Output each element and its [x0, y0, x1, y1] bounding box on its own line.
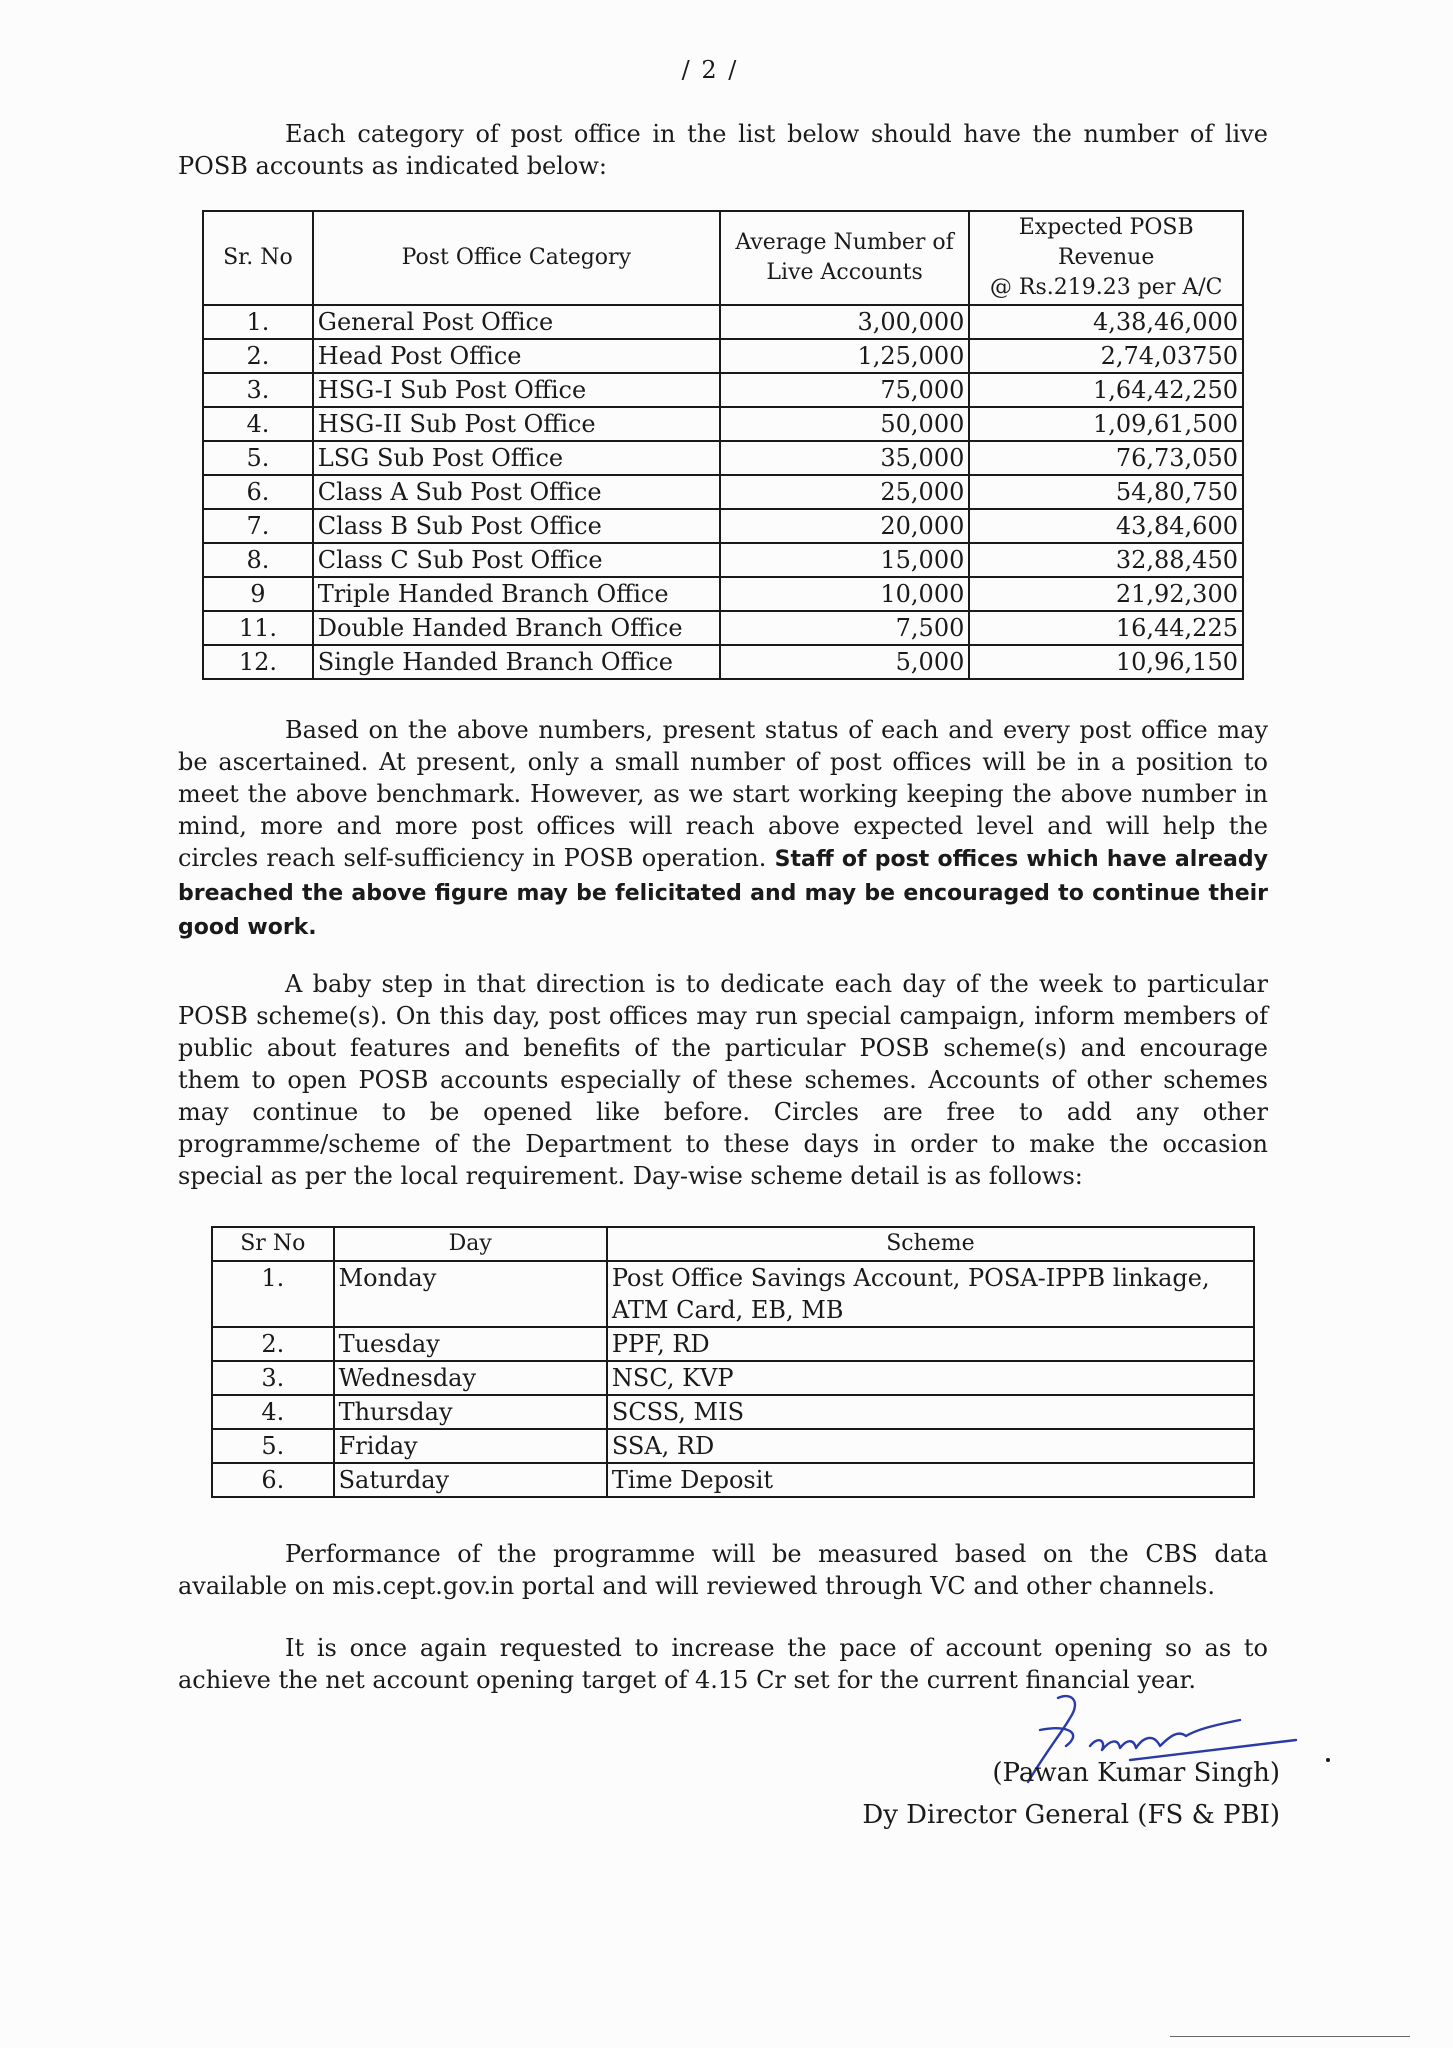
posb-row-revenue: 4,38,46,000	[969, 305, 1243, 339]
posb-row-accounts: 20,000	[720, 509, 970, 543]
header-post-office-category: Post Office Category	[313, 211, 720, 305]
posb-row-accounts: 50,000	[720, 407, 970, 441]
day-table-row	[212, 1395, 1254, 1429]
posb-row-sr: 7.	[203, 509, 313, 543]
day-table-header-row	[212, 1227, 1254, 1261]
posb-row-accounts: 35,000	[720, 441, 970, 475]
header-average-live-accounts: Average Number of Live Accounts	[720, 211, 970, 305]
day-wise-scheme-table	[211, 1226, 1255, 1498]
posb-row-revenue: 1,09,61,500	[969, 407, 1243, 441]
posb-row-revenue: 21,92,300	[969, 577, 1243, 611]
day-row-day: Monday	[334, 1261, 607, 1327]
header-expected-revenue-line1: Expected POSB Revenue	[1018, 215, 1194, 270]
day-table-row	[212, 1261, 1254, 1327]
posb-table-row	[203, 373, 1243, 407]
posb-row-accounts: 10,000	[720, 577, 970, 611]
header-scheme: Scheme	[607, 1227, 1254, 1261]
posb-row-revenue: 16,44,225	[969, 611, 1243, 645]
posb-row-accounts: 5,000	[720, 645, 970, 679]
header-day: Day	[334, 1227, 607, 1261]
posb-table-row	[203, 305, 1243, 339]
day-row-sr: 5.	[212, 1429, 334, 1463]
day-row-sr: 2.	[212, 1327, 334, 1361]
footer-rule	[1170, 2036, 1410, 2037]
posb-row-category: Head Post Office	[313, 339, 720, 373]
day-row-day: Thursday	[334, 1395, 607, 1429]
signatory-designation: Dy Director General (FS & PBI)	[862, 1800, 1280, 1830]
posb-target-table	[202, 210, 1244, 680]
day-row-day: Friday	[334, 1429, 607, 1463]
posb-row-revenue: 32,88,450	[969, 543, 1243, 577]
day-row-scheme: PPF, RD	[607, 1327, 1254, 1361]
day-row-sr: 6.	[212, 1463, 334, 1497]
day-row-sr: 4.	[212, 1395, 334, 1429]
posb-row-sr: 3.	[203, 373, 313, 407]
day-row-day: Wednesday	[334, 1361, 607, 1395]
posb-row-accounts: 25,000	[720, 475, 970, 509]
day-table-row	[212, 1327, 1254, 1361]
page-number: / 2 /	[681, 56, 739, 84]
posb-row-sr: 6.	[203, 475, 313, 509]
posb-table-row	[203, 611, 1243, 645]
posb-table-row	[203, 543, 1243, 577]
posb-table-header-row	[203, 211, 1243, 305]
day-row-scheme: Time Deposit	[607, 1463, 1254, 1497]
posb-row-revenue: 2,74,03750	[969, 339, 1243, 373]
posb-row-revenue: 1,64,42,250	[969, 373, 1243, 407]
request-paragraph: It is once again requested to increase the pace of account opening so as to achieve the net account opening target of 4.15 Cr set for the current financial year.	[178, 1634, 1268, 1694]
header-sr-no: Sr. No	[203, 211, 313, 305]
posb-row-category: HSG-II Sub Post Office	[313, 407, 720, 441]
posb-row-category: Single Handed Branch Office	[313, 645, 720, 679]
posb-row-category: HSG-I Sub Post Office	[313, 373, 720, 407]
status-paragraph	[178, 714, 1268, 944]
day-row-scheme: SCSS, MIS	[607, 1395, 1254, 1429]
header-expected-revenue-line2: @ Rs.219.23 per A/C	[989, 275, 1223, 300]
day-table-row	[212, 1463, 1254, 1497]
day-row-scheme: Post Office Savings Account, POSA-IPPB linkage, ATM Card, EB, MB	[607, 1261, 1254, 1327]
day-row-day: Saturday	[334, 1463, 607, 1497]
day-row-scheme: NSC, KVP	[607, 1361, 1254, 1395]
posb-table-row	[203, 441, 1243, 475]
day-table-row	[212, 1361, 1254, 1395]
day-row-scheme: SSA, RD	[607, 1429, 1254, 1463]
posb-row-sr: 2.	[203, 339, 313, 373]
posb-row-category: General Post Office	[313, 305, 720, 339]
posb-table-row	[203, 577, 1243, 611]
posb-row-revenue: 54,80,750	[969, 475, 1243, 509]
posb-row-category: LSG Sub Post Office	[313, 441, 720, 475]
posb-table-row	[203, 509, 1243, 543]
posb-row-accounts: 75,000	[720, 373, 970, 407]
posb-row-accounts: 1,25,000	[720, 339, 970, 373]
baby-step-paragraph: A baby step in that direction is to dedicate each day of the week to particular POSB scheme(s). On this day, post offices may run special campaign, inform members of public about features and benefits of the particular POSB scheme(s) and encourage them to open POSB accounts especially of these schemes. Accounts of other schemes may continue to be opened like before. Circles are free to add any other programme/scheme of the Department to these days in order to make the occasion special as per the local requirement. Day-wise scheme detail is as follows:	[178, 970, 1268, 1190]
posb-row-accounts: 15,000	[720, 543, 970, 577]
posb-row-sr: 5.	[203, 441, 313, 475]
posb-row-revenue: 76,73,050	[969, 441, 1243, 475]
status-paragraph-text: Based on the above numbers, present status of each and every post office may be ascertained. At present, only a small number of post offices will be in a position to meet the above benchmark. However, as we start working keeping the above number in mind, more and more post offices will reach above expected level and will help the circles reach self-sufficiency in POSB operation.	[178, 716, 1268, 872]
posb-row-sr: 4.	[203, 407, 313, 441]
performance-paragraph: Performance of the programme will be measured based on the CBS data available on mis.cept.gov.in portal and will reviewed through VC and other channels.	[178, 1540, 1268, 1600]
day-row-sr: 1.	[212, 1261, 334, 1327]
posb-table-row	[203, 645, 1243, 679]
posb-row-sr: 9	[203, 577, 313, 611]
posb-row-category: Triple Handed Branch Office	[313, 577, 720, 611]
day-table-row	[212, 1429, 1254, 1463]
posb-row-category: Class A Sub Post Office	[313, 475, 720, 509]
posb-row-accounts: 3,00,000	[720, 305, 970, 339]
posb-row-revenue: 43,84,600	[969, 509, 1243, 543]
posb-table-body	[203, 305, 1243, 679]
posb-row-sr: 11.	[203, 611, 313, 645]
signatory-name: (Pawan Kumar Singh)	[992, 1758, 1280, 1788]
status-paragraph-bold: Staff of post offices which have already breached the above figure may be felicitated and may be encouraged to continue their good work.	[178, 847, 1268, 940]
posb-row-category: Double Handed Branch Office	[313, 611, 720, 645]
posb-row-sr: 1.	[203, 305, 313, 339]
intro-paragraph: Each category of post office in the list below should have the number of live POSB accounts as indicated below:	[178, 120, 1268, 180]
day-table-body	[212, 1261, 1254, 1497]
posb-table-row	[203, 339, 1243, 373]
posb-table-row	[203, 407, 1243, 441]
signature-block	[820, 1690, 1280, 1836]
posb-row-revenue: 10,96,150	[969, 645, 1243, 679]
posb-row-sr: 12.	[203, 645, 313, 679]
posb-row-category: Class C Sub Post Office	[313, 543, 720, 577]
header-expected-revenue	[969, 211, 1243, 305]
header-sr-no: Sr No	[212, 1227, 334, 1261]
posb-row-category: Class B Sub Post Office	[313, 509, 720, 543]
day-row-sr: 3.	[212, 1361, 334, 1395]
day-row-day: Tuesday	[334, 1327, 607, 1361]
posb-row-sr: 8.	[203, 543, 313, 577]
posb-row-accounts: 7,500	[720, 611, 970, 645]
posb-table-row	[203, 475, 1243, 509]
